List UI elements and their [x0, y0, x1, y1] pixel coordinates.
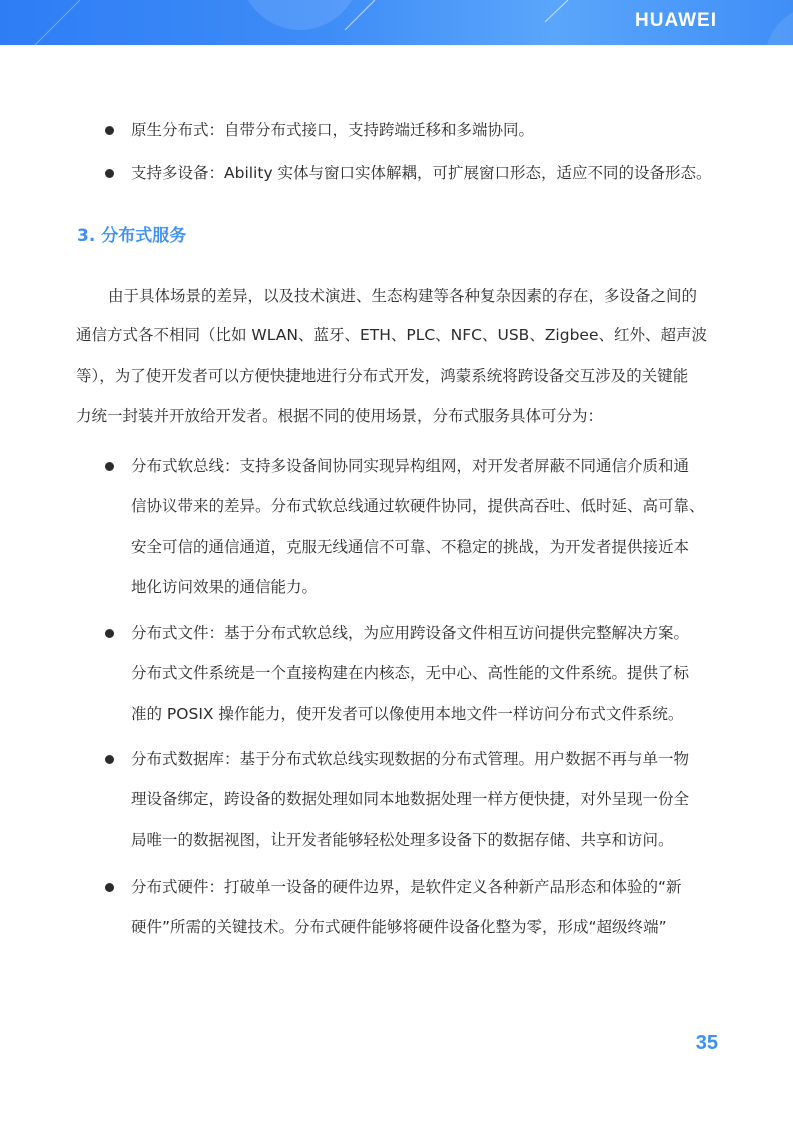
brand-logo: HUAWEI — [635, 10, 717, 31]
banner-line — [345, 0, 375, 30]
list-item-text: 地化访问效果的通信能力。 — [131, 578, 318, 596]
page-number: 35 — [695, 1032, 718, 1054]
list-item-text: 信协议带来的差异。分布式软总线通过软硬件协同，提供高吞吐、低时延、高可靠、 — [131, 497, 705, 515]
bullet-icon — [105, 755, 114, 764]
list-item-text: 局唯一的数据视图，让开发者能够轻松处理多设备下的数据存储、共享和访问。 — [131, 831, 674, 849]
paragraph-line: 由于具体场景的差异，以及技术演进、生态构建等各种复杂因素的存在，多设备之间的 — [108, 287, 698, 305]
list-item-text: 安全可信的通信通道，克服无线通信不可靠、不稳定的挑战，为开发者提供接近本 — [131, 538, 690, 556]
list-item-text: 分布式文件系统是一个直接构建在内核态，无中心、高性能的文件系统。提供了标 — [131, 664, 690, 682]
header-banner — [0, 0, 793, 45]
paragraph-line: 力统一封装并开放给开发者。根据不同的使用场景，分布式服务具体可分为： — [76, 407, 604, 425]
list-item-text: 原生分布式：自带分布式接口，支持跨端迁移和多端协同。 — [131, 121, 535, 139]
list-item-text: 分布式文件：基于分布式软总线，为应用跨设备文件相互访问提供完整解决方案。 — [131, 624, 690, 642]
list-item-text: 硬件”所需的关键技术。分布式硬件能够将硬件设备化整为零，形成“超级终端” — [131, 918, 667, 936]
list-item-text: 分布式软总线：支持多设备间协同实现异构组网，对开发者屏蔽不同通信介质和通 — [131, 457, 690, 475]
section-heading: 3. 分布式服务 — [77, 226, 187, 246]
banner-circle — [765, 5, 793, 45]
list-item-text: 理设备绑定，跨设备的数据处理如同本地数据处理一样方便快捷，对外呈现一份全 — [131, 790, 690, 808]
bullet-icon — [105, 462, 114, 471]
bullet-icon — [105, 169, 114, 178]
banner-circle — [240, 0, 360, 30]
bullet-icon — [105, 629, 114, 638]
list-item-text: 准的 POSIX 操作能力，使开发者可以像使用本地文件一样访问分布式文件系统。 — [131, 705, 684, 723]
banner-line — [545, 0, 568, 22]
list-item-text: 分布式数据库：基于分布式软总线实现数据的分布式管理。用户数据不再与单一物 — [131, 750, 690, 768]
banner-line — [35, 0, 80, 45]
paragraph-line: 等），为了使开发者可以方便快捷地进行分布式开发，鸿蒙系统将跨设备交互涉及的关键能 — [76, 367, 689, 385]
bullet-icon — [105, 126, 114, 135]
bullet-icon — [105, 883, 114, 892]
list-item-text: 分布式硬件：打破单一设备的硬件边界，是软件定义各种新产品形态和体验的“新 — [131, 878, 682, 896]
paragraph-line: 通信方式各不相同（比如 WLAN、蓝牙、ETH、PLC、NFC、USB、Zigbee、红外、超声波 — [76, 326, 707, 344]
list-item-text: 支持多设备：Ability 实体与窗口实体解耦，可扩展窗口形态，适应不同的设备形态。 — [131, 164, 712, 182]
